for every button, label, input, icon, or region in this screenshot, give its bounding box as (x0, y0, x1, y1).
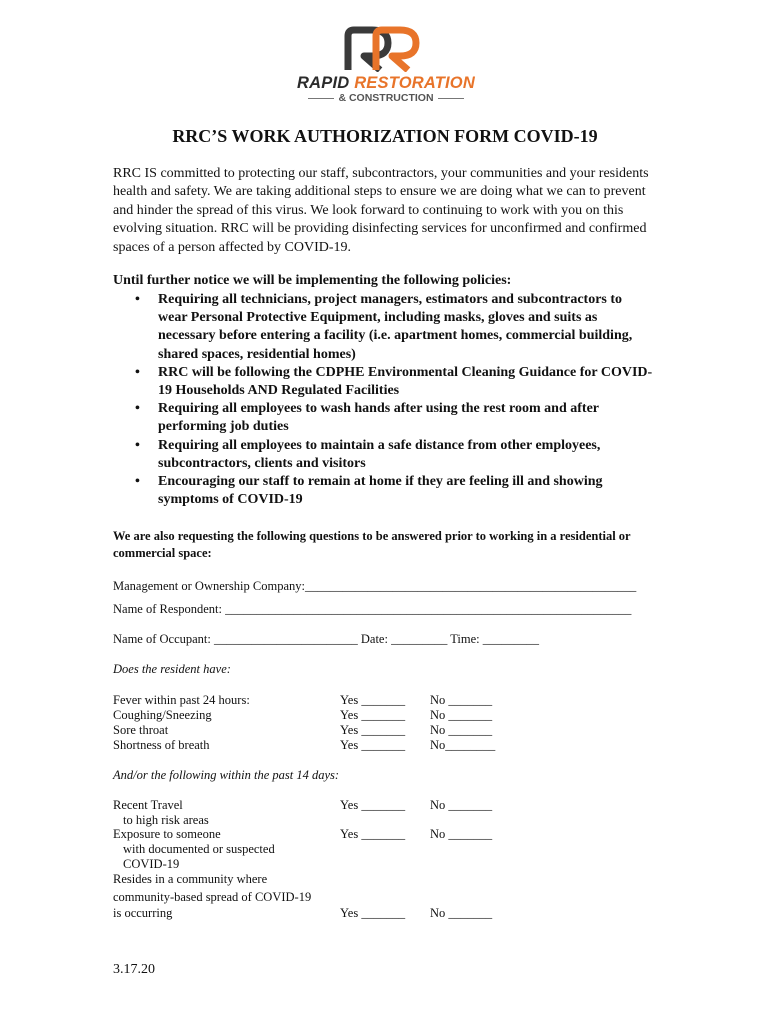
bullet-icon: • (135, 401, 140, 417)
logo-word-restoration: RESTORATION (354, 74, 475, 92)
question-label-continued (113, 890, 533, 905)
company-logo (296, 26, 476, 106)
question-row (113, 738, 533, 753)
policies-heading: Until further notice we will be implementing the following policies: (113, 273, 512, 288)
logo-subtitle-text: & CONSTRUCTION (338, 92, 434, 104)
question-label: COVID-19 (123, 857, 180, 871)
policy-text: Requiring all technicians, project managers, estimators and subcontractors to wear Personal Protective Equipment, including masks, gloves and suits as necessary before entering a facility (i.e. apartment homes, commercial building, shared spaces, residential homes) (158, 292, 633, 362)
logo-wordmark (296, 74, 476, 93)
logo-word-rapid: RAPID (297, 74, 350, 92)
yes-answer-field[interactable]: Yes _______ (340, 906, 406, 920)
no-answer-field[interactable]: No _______ (430, 723, 493, 737)
yes-answer-field[interactable]: Yes _______ (340, 693, 406, 707)
question-row-community (113, 906, 533, 921)
policy-item (113, 473, 653, 509)
question-row (113, 708, 533, 723)
bullet-icon: • (135, 474, 140, 490)
question-label: Shortness of breath (113, 738, 210, 752)
no-answer-field[interactable]: No _______ (430, 798, 493, 812)
occupant-date-time-field[interactable]: Name of Occupant: _______________________ Date: _________ Time: _________ (113, 632, 540, 646)
question-label-continued (113, 813, 533, 828)
question-label-continued (113, 842, 533, 857)
company-field[interactable]: Management or Ownership Company:_____________________________________________________ (113, 579, 637, 593)
yes-answer-field[interactable]: Yes _______ (340, 738, 406, 752)
rr-monogram-icon (344, 26, 420, 72)
no-answer-field[interactable]: No _______ (430, 906, 493, 920)
policy-item (113, 400, 653, 436)
questions-intro: We are also requesting the following questions to be answered prior to working in a residential or commercial space: (113, 529, 631, 560)
no-answer-field[interactable]: No________ (430, 738, 496, 752)
no-answer-field[interactable]: No _______ (430, 827, 493, 841)
form-title: RRC’S WORK AUTHORIZATION FORM COVID-19 (172, 126, 598, 146)
yes-answer-field[interactable]: Yes _______ (340, 798, 406, 812)
question-label: to high risk areas (123, 813, 209, 827)
policy-item (113, 437, 653, 473)
recent-history-heading: And/or the following within the past 14 days: (113, 768, 340, 782)
policy-text: Requiring all employees to maintain a safe distance from other employees, subcontractors, clients and visitors (158, 437, 601, 471)
logo-rule-right (438, 98, 464, 99)
yes-answer-field[interactable]: Yes _______ (340, 708, 406, 722)
question-label: community-based spread of COVID-19 (113, 890, 312, 904)
respondent-field[interactable]: Name of Respondent: _________________________________________________________________ (113, 602, 632, 616)
policy-item (113, 364, 653, 400)
no-answer-field[interactable]: No _______ (430, 693, 493, 707)
question-row (113, 693, 533, 708)
question-row-exposure (113, 827, 533, 842)
policy-item (113, 291, 653, 364)
no-answer-field[interactable]: No _______ (430, 708, 493, 722)
question-label: Resides in a community where (113, 872, 268, 886)
resident-symptoms-heading: Does the resident have: (113, 662, 231, 676)
question-row (113, 723, 533, 738)
bullet-icon: • (135, 437, 140, 453)
question-label: is occurring (113, 906, 173, 920)
question-label: Recent Travel (113, 798, 183, 812)
question-label: Exposure to someone (113, 827, 221, 841)
logo-rule-left (308, 98, 334, 99)
yes-answer-field[interactable]: Yes _______ (340, 723, 406, 737)
policies-list (113, 291, 653, 509)
intro-paragraph: RRC IS committed to protecting our staff, subcontractors, your communities and your residents health and safety. We are taking additional steps to ensure we are doing what we can to prevent and hinder the spread of this virus. We look forward to continuing to work with you on this evolving situation. RRC will be providing disinfecting services for unconfirmed and confirmed spaces of a person affected by COVID-19. (113, 166, 649, 255)
bullet-icon: • (135, 364, 140, 380)
yes-answer-field[interactable]: Yes _______ (340, 827, 406, 841)
revision-date: 3.17.20 (113, 962, 155, 977)
policy-text: RRC will be following the CDPHE Environmental Cleaning Guidance for COVID-19 Households AND Regulated Facilities (158, 364, 653, 399)
question-label: Fever within past 24 hours: (113, 693, 250, 707)
policy-text: Encouraging our staff to remain at home if they are feeling ill and showing symptoms of COVID-19 (158, 474, 603, 508)
question-label-continued (113, 857, 533, 872)
policy-text: Requiring all employees to wash hands after using the rest room and after performing job duties (158, 401, 599, 435)
bullet-icon: • (135, 292, 140, 307)
question-label: Coughing/Sneezing (113, 708, 212, 722)
question-row-travel (113, 798, 533, 813)
logo-subtitle (296, 92, 476, 104)
question-label: Sore throat (113, 723, 169, 737)
question-label: with documented or suspected (123, 842, 275, 856)
question-label-continued (113, 872, 533, 887)
